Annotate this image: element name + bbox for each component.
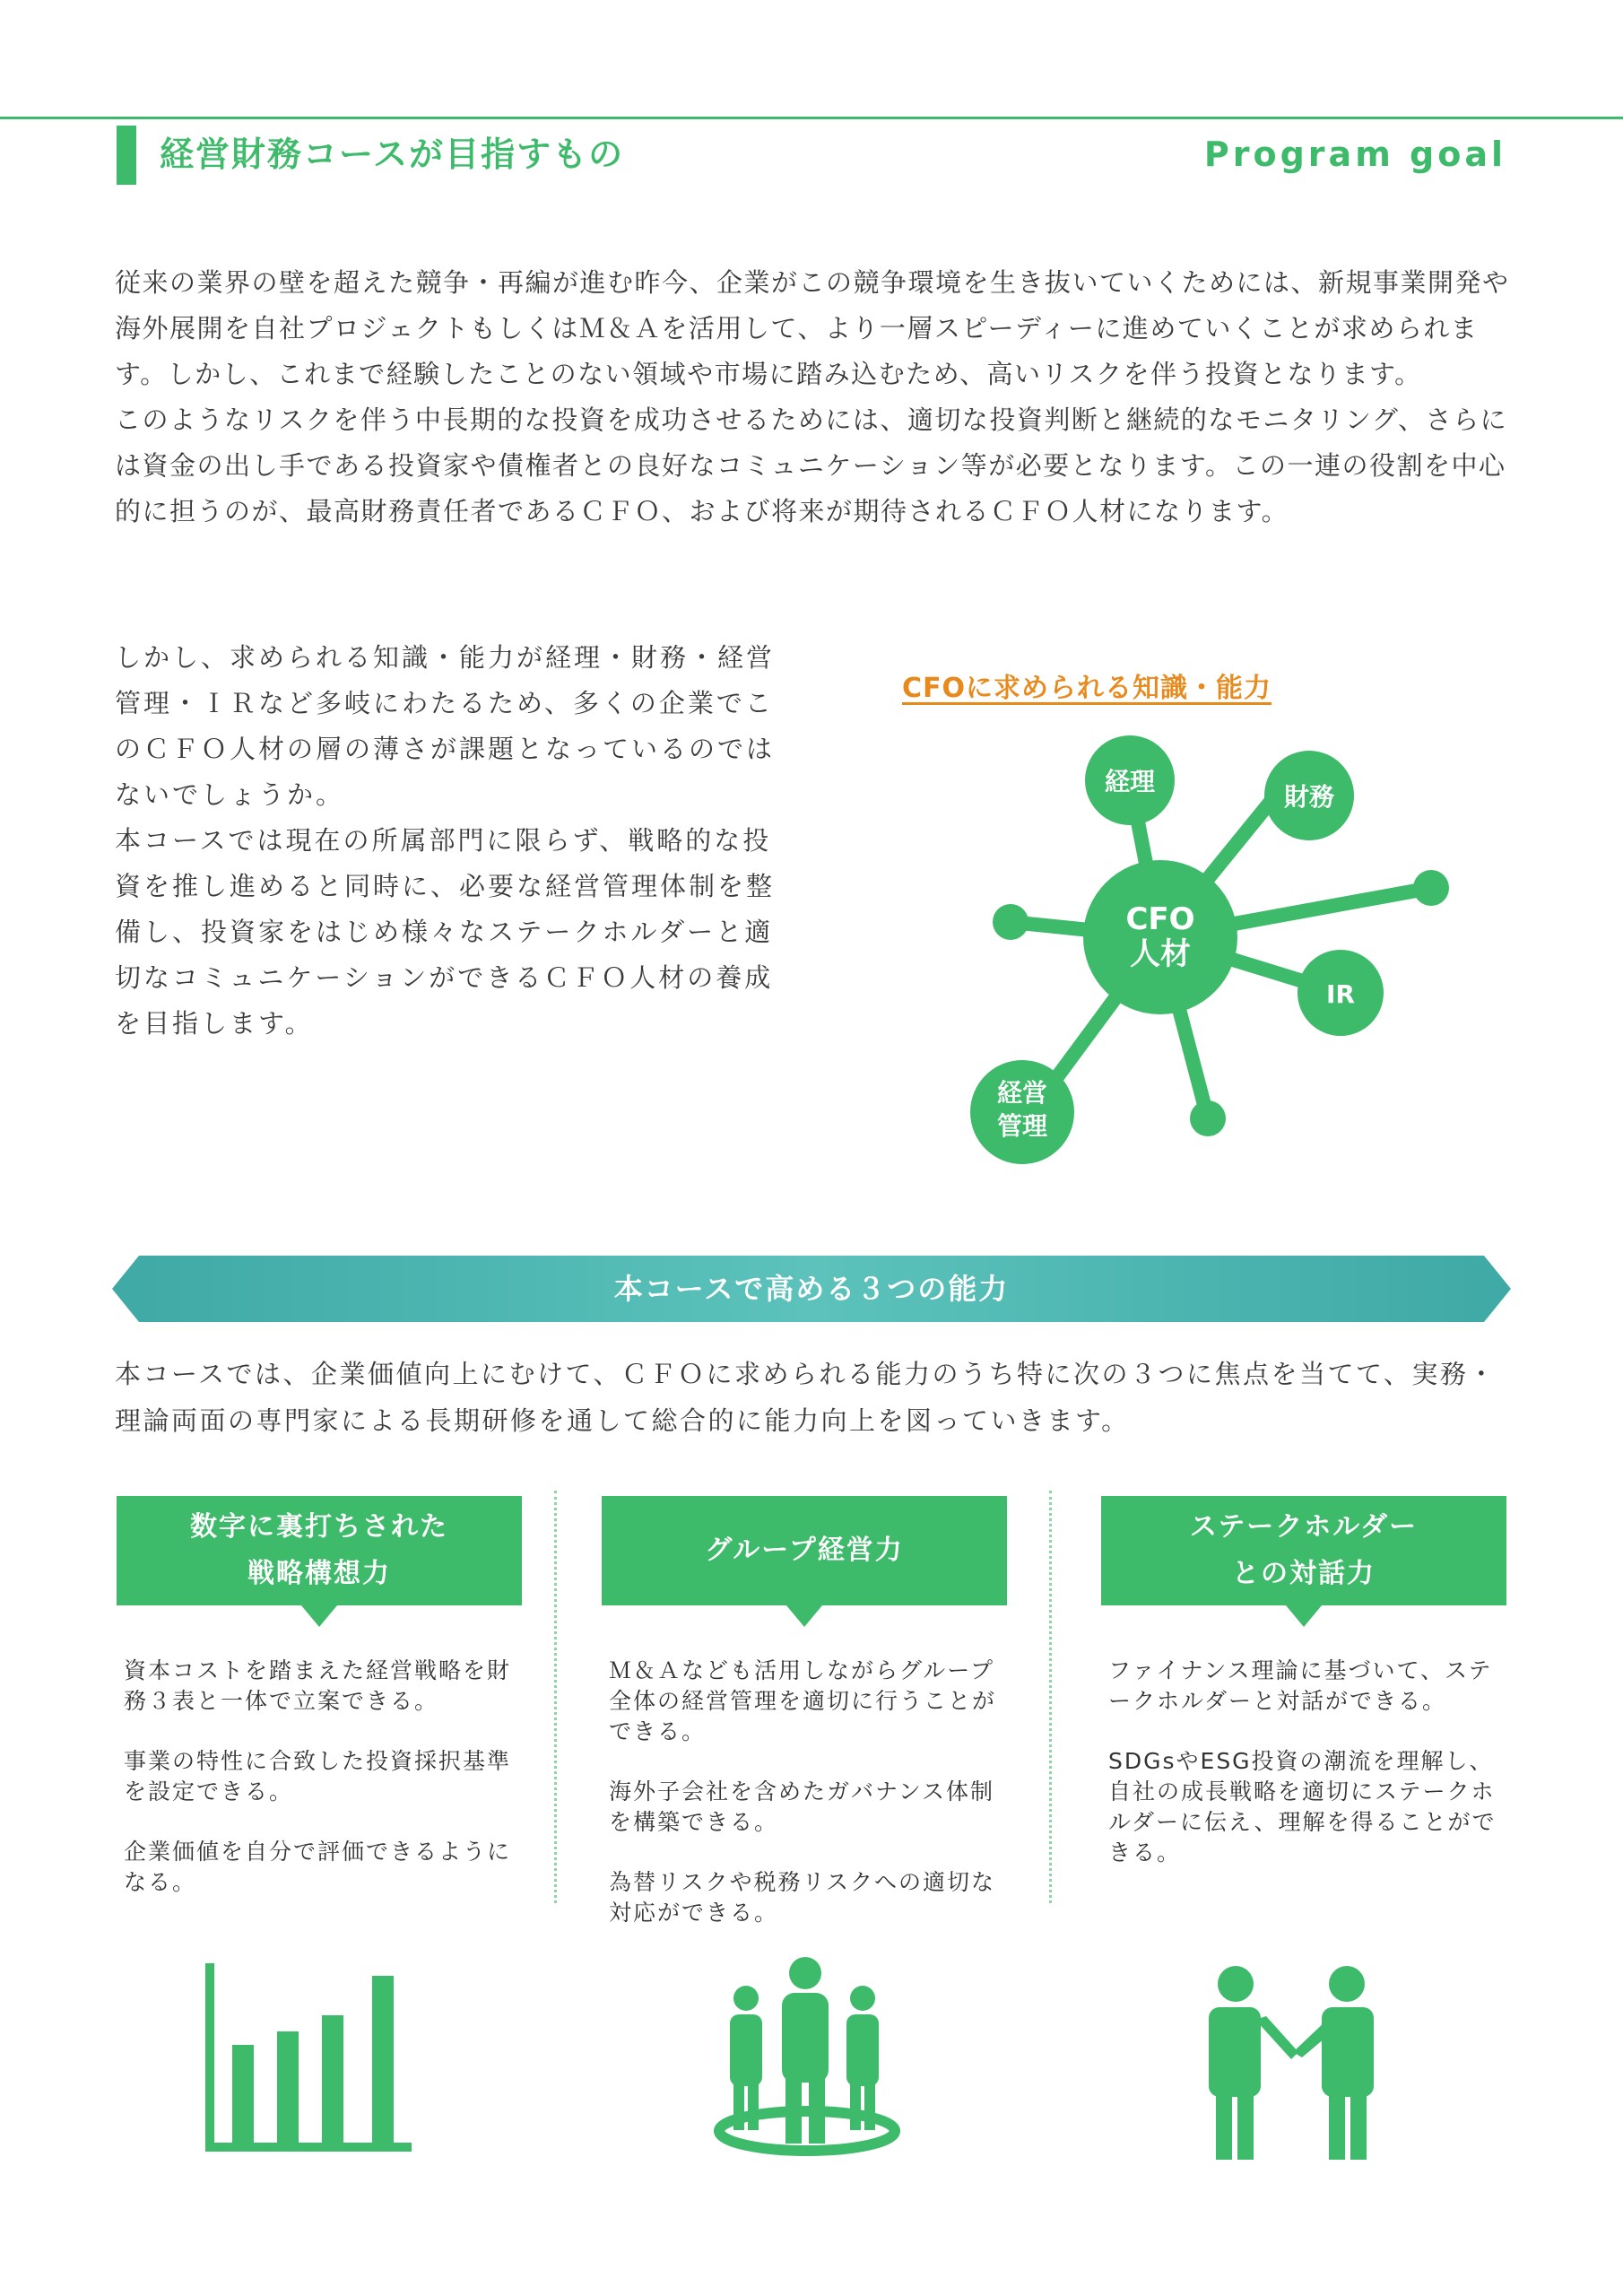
list-item: 資本コストを踏まえた経営戦略を財務３表と一体で立案できる。 [124,1657,512,1714]
ability-column-1 [117,1496,522,1927]
ability-2-header [602,1496,1007,1605]
ability-3-title-line2: との対話力 [1231,1558,1376,1589]
node-keiei-label-1: 経営 [996,1078,1048,1108]
section-description: 本コースでは、企業価値向上にむけて、ＣＦＯに求められる能力のうち特に次の３つに焦点を当てて、実務・理論両面の専門家による長期研修を通して総合的に能力向上を図っていきます。 [115,1359,1497,1436]
top-rule [0,117,1623,119]
intro-text [115,260,1514,535]
diagram-title: CFOに求められる知識・能力 [902,673,1272,704]
page-subtitle: Program goal [1203,135,1506,174]
list-item: Ｍ＆Ａなども活用しながらグループ全体の経営管理を適切に行うことができる。 [609,1657,997,1744]
handshake-icon [1193,1964,1399,2161]
node-keiei-label-2: 管理 [996,1111,1048,1141]
node-center-label-1: CFO [1125,901,1195,937]
ability-column-3 [1101,1496,1506,1898]
list-item: 海外子会社を含めたガバナンス体制を構築できる。 [609,1779,995,1835]
node-bottom-dot [1190,1100,1226,1136]
ability-1-items [117,1656,522,1898]
left-paragraph-2: 本コースでは現在の所属部門に限らず、戦略的な投資を推し進めると同時に、必要な経営管理体制を整備し、投資家をはじめ様々なステークホルダーと適切なコミュニケーションができるＣＦＯ人材の養成を目指します。 [115,825,776,1039]
intro-paragraph-1: 従来の業界の壁を超えた競争・再編が進む昨今、企業がこの競争環境を生き抜いていくためには、新規事業開発や海外展開を自社プロジェクトもしくはＭ＆Ａを活用して、より一層スピーディーに進めていくことが求められます。しかし、これまで経験したことのない領域や市場に踏み込むため、高いリスクを伴う投資となります。 [115,267,1510,389]
ribbon-label: 本コースで高める３つの能力 [613,1272,1010,1306]
bar-chart-icon [202,1960,417,2157]
node-right-dot [1413,870,1449,906]
left-column-text [115,635,778,1047]
column-divider [554,1491,557,1903]
intro-paragraph-2: このようなリスクを伴う中長期的な投資を成功させるためには、適切な投資判断と継続的なモニタリング、さらには資金の出し手である投資家や債権者との良好なコミュニケーション等が必要となります。この一連の役割を中心的に担うのが、最高財務責任者であるＣＦＯ、および将来が期待されるＣＦＯ人材になります。 [115,404,1508,526]
list-item: SDGsやESG投資の潮流を理解し、自社の成長戦略を適切にステークホルダーに伝え、理解を得ることができる。 [1108,1748,1497,1866]
list-item: ファイナンス理論に基づいて、ステークホルダーと対話ができる。 [1108,1657,1493,1714]
node-left-dot [993,904,1028,940]
page-title: 経営財務コースが目指すもの [160,135,625,174]
cfo-skills-diagram [950,731,1471,1188]
column-divider [1049,1491,1052,1903]
list-item: 企業価値を自分で評価できるようになる。 [124,1839,512,1895]
ability-2-items [602,1656,1007,1928]
ability-column-2 [602,1496,1007,1958]
ability-3-title-line1: ステークホルダー [1189,1511,1419,1543]
node-ir-label: IR [1326,979,1355,1009]
title-accent-bar [117,126,136,185]
left-paragraph-1: しかし、求められる知識・能力が経理・財務・経営管理・ＩＲなど多岐にわたるため、多くの企業でこのＣＦＯ人材の層の薄さが課題となっているのではないでしょうか。 [115,642,776,810]
ability-2-title-line1: グループ経営力 [705,1535,904,1566]
ability-1-title-line2: 戦略構想力 [247,1558,391,1589]
group-people-icon [708,1955,906,2161]
node-keiri-label: 経理 [1104,767,1156,796]
ability-1-header [117,1496,522,1605]
ability-1-title-line1: 数字に裏打ちされた [190,1511,448,1543]
ability-3-header [1101,1496,1506,1605]
list-item: 事業の特性に合致した投資採択基準を設定できる。 [124,1748,512,1805]
node-zaimu-label: 財務 [1283,782,1335,812]
list-item: 為替リスクや税務リスクへの適切な対応ができる。 [609,1869,996,1926]
node-center-label-2: 人材 [1130,936,1191,972]
ability-3-items [1101,1656,1506,1868]
